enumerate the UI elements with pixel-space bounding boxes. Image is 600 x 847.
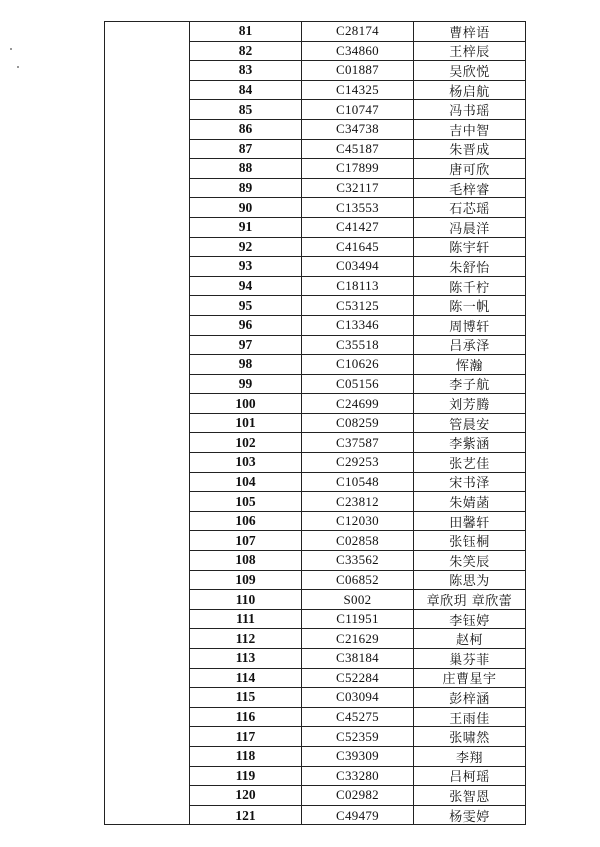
table-row [190, 708, 525, 728]
table-row [190, 688, 525, 708]
student-name: 冯晨洋 [449, 221, 490, 237]
student-name: 朱舒怡 [449, 260, 490, 276]
row-number: 96 [190, 316, 302, 335]
student-name: 冯书瑶 [449, 104, 490, 119]
table-row [190, 649, 525, 669]
row-number: 116 [190, 708, 302, 727]
table-row [190, 806, 525, 826]
registration-code: C10626 [302, 355, 414, 374]
student-name: 朱婧菡 [449, 496, 490, 511]
table-row [190, 238, 525, 258]
table-row [190, 257, 525, 277]
table-row [190, 610, 525, 630]
registration-code: C13346 [302, 316, 414, 335]
table-row [190, 100, 525, 120]
student-name: 周博轩 [449, 319, 490, 335]
table-row [190, 531, 525, 551]
registration-code: C53125 [302, 296, 414, 315]
table-row [190, 590, 525, 610]
registration-code: C41645 [302, 238, 414, 257]
table-row [190, 81, 525, 101]
row-number: 100 [190, 394, 302, 413]
table-row [190, 473, 525, 493]
table-row [190, 179, 525, 199]
row-number: 115 [190, 688, 302, 707]
table-row [190, 394, 525, 414]
registration-code: C21629 [302, 629, 414, 648]
row-number: 108 [190, 551, 302, 570]
student-name: 陈思为 [449, 574, 490, 590]
table-row [190, 61, 525, 81]
registration-code: C34860 [302, 42, 414, 61]
row-number: 117 [190, 727, 302, 746]
registration-code: C10548 [302, 473, 414, 492]
student-name: 刘芳腾 [449, 398, 490, 413]
row-number: 107 [190, 531, 302, 550]
student-name: 章欣玥 章欣蕾 [426, 594, 513, 609]
table-row [190, 492, 525, 512]
registration-code: C08259 [302, 414, 414, 433]
row-number: 87 [190, 140, 302, 159]
student-name: 毛梓睿 [449, 182, 490, 198]
student-name: 吕承泽 [449, 339, 490, 355]
registration-code: C01887 [302, 61, 414, 80]
table-row [190, 669, 525, 689]
table-row [190, 629, 525, 649]
roster-table [104, 21, 526, 825]
student-name: 李子航 [449, 378, 490, 394]
row-number: 106 [190, 512, 302, 531]
table-row [190, 433, 525, 453]
table-row [190, 159, 525, 179]
registration-code: C33280 [302, 767, 414, 786]
row-number: 109 [190, 571, 302, 590]
registration-code: C35518 [302, 336, 414, 355]
registration-code: C11951 [302, 610, 414, 629]
student-name: 曹梓语 [449, 25, 490, 41]
registration-code: C52359 [302, 727, 414, 746]
table-row [190, 42, 525, 62]
registration-code: C33562 [302, 551, 414, 570]
student-name: 朱笑辰 [449, 554, 490, 570]
row-number: 90 [190, 198, 302, 217]
student-name: 朱晋成 [449, 143, 490, 159]
table-row [190, 296, 525, 316]
row-number: 102 [190, 433, 302, 452]
registration-code: C12030 [302, 512, 414, 531]
row-number: 120 [190, 786, 302, 805]
table-row [190, 512, 525, 532]
table-row [190, 22, 525, 42]
student-name: 陈千柠 [449, 280, 490, 296]
registration-code: C03094 [302, 688, 414, 707]
registration-code: C18113 [302, 277, 414, 296]
registration-code: C45187 [302, 140, 414, 159]
registration-code: C02858 [302, 531, 414, 550]
registration-code: C24699 [302, 394, 414, 413]
row-number: 84 [190, 81, 302, 100]
registration-code: C05156 [302, 375, 414, 394]
row-number: 105 [190, 492, 302, 511]
registration-code: C38184 [302, 649, 414, 668]
row-number: 82 [190, 42, 302, 61]
student-name: 杨雯婷 [449, 810, 490, 826]
student-name: 恽瀚 [455, 358, 483, 374]
roster-body [190, 22, 525, 824]
student-name: 陈一帆 [449, 300, 490, 315]
row-number: 110 [190, 590, 302, 609]
registration-code: C39309 [302, 747, 414, 766]
row-number: 91 [190, 218, 302, 237]
scan-speck [10, 48, 12, 50]
row-number: 92 [190, 238, 302, 257]
table-row [190, 375, 525, 395]
student-name: 田馨轩 [449, 515, 490, 531]
registration-code: C41427 [302, 218, 414, 237]
student-name: 李紫涵 [449, 437, 490, 453]
row-number: 101 [190, 414, 302, 433]
row-number: 94 [190, 277, 302, 296]
table-row [190, 571, 525, 591]
registration-code: C45275 [302, 708, 414, 727]
row-number: 114 [190, 669, 302, 688]
table-row [190, 218, 525, 238]
row-number: 88 [190, 159, 302, 178]
registration-code: C10747 [302, 100, 414, 119]
student-name: 陈宇轩 [449, 241, 490, 257]
registration-code: C03494 [302, 257, 414, 276]
row-number: 81 [190, 22, 302, 41]
registration-code: C29253 [302, 453, 414, 472]
student-name: 杨启航 [449, 84, 490, 100]
registration-code: C49479 [302, 806, 414, 826]
registration-code: C14325 [302, 81, 414, 100]
table-row [190, 414, 525, 434]
table-row [190, 767, 525, 787]
row-number: 83 [190, 61, 302, 80]
table-row [190, 140, 525, 160]
student-name: 张啸然 [449, 731, 490, 746]
table-row [190, 551, 525, 571]
row-number: 99 [190, 375, 302, 394]
registration-code: C37587 [302, 433, 414, 452]
registration-code: C28174 [302, 22, 414, 41]
row-number: 121 [190, 806, 302, 826]
registration-code: C13553 [302, 198, 414, 217]
student-name: 张艺佳 [449, 456, 490, 472]
row-number: 111 [190, 610, 302, 629]
table-row [190, 316, 525, 336]
student-name: 石芯瑶 [449, 202, 490, 217]
student-name: 吴欣悦 [449, 64, 490, 80]
row-number: 98 [190, 355, 302, 374]
row-number: 93 [190, 257, 302, 276]
roster-side-column [105, 22, 190, 824]
student-name: 彭梓涵 [449, 691, 490, 707]
table-row [190, 355, 525, 375]
student-name: 唐可欣 [449, 162, 490, 178]
row-number: 89 [190, 179, 302, 198]
table-row [190, 198, 525, 218]
student-name: 王雨佳 [449, 711, 490, 727]
table-row [190, 277, 525, 297]
registration-code: C52284 [302, 669, 414, 688]
registration-code: C23812 [302, 492, 414, 511]
student-name: 王梓辰 [449, 45, 490, 61]
registration-code: C32117 [302, 179, 414, 198]
registration-code: C02982 [302, 786, 414, 805]
student-name: 庄曹星宇 [442, 672, 497, 688]
row-number: 103 [190, 453, 302, 472]
student-name: 管晨安 [449, 417, 490, 433]
row-number: 113 [190, 649, 302, 668]
registration-code: S002 [302, 590, 414, 609]
scan-speck [17, 66, 19, 68]
student-name: 赵柯 [455, 633, 483, 648]
row-number: 118 [190, 747, 302, 766]
row-number: 104 [190, 473, 302, 492]
row-number: 112 [190, 629, 302, 648]
student-name: 巢芬菲 [449, 652, 490, 668]
row-number: 86 [190, 120, 302, 139]
row-number: 97 [190, 336, 302, 355]
student-name: 吉中智 [449, 123, 490, 139]
student-name: 张钰桐 [449, 535, 490, 551]
table-row [190, 336, 525, 356]
student-name: 李钰婷 [449, 613, 490, 629]
student-name: 宋书泽 [449, 476, 490, 492]
table-row [190, 120, 525, 140]
registration-code: C17899 [302, 159, 414, 178]
row-number: 119 [190, 767, 302, 786]
table-row [190, 747, 525, 767]
student-name: 张智恩 [449, 789, 490, 805]
registration-code: C34738 [302, 120, 414, 139]
table-row [190, 453, 525, 473]
table-row [190, 727, 525, 747]
row-number: 85 [190, 100, 302, 119]
registration-code: C06852 [302, 571, 414, 590]
student-name: 李翔 [455, 750, 483, 766]
row-number: 95 [190, 296, 302, 315]
table-row [190, 786, 525, 806]
student-name: 吕柯瑶 [449, 770, 490, 786]
